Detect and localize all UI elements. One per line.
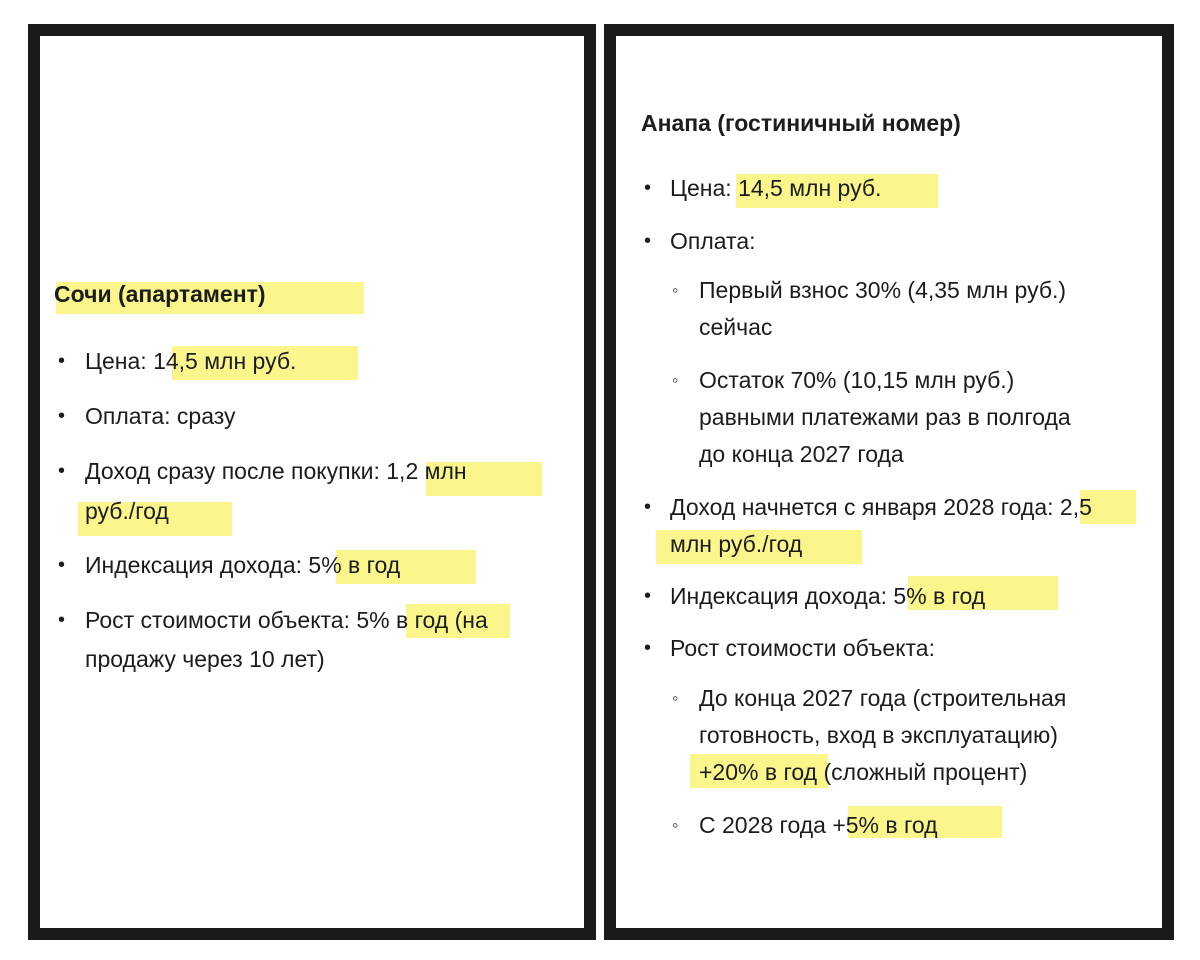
bullet-dot: • xyxy=(58,460,66,482)
list-item-payment: Оплата: сразу xyxy=(85,403,236,429)
list-item-income: Доход начнется с января 2028 года: 2,5 xyxy=(670,494,1092,520)
anapa-card xyxy=(604,24,1174,940)
sochi-card xyxy=(28,24,596,940)
sub-bullet-circle: ◦ xyxy=(672,370,679,390)
bullet-dot: • xyxy=(644,230,652,252)
list-subitem-until-2027-cont: +20% в год (сложный процент) xyxy=(699,759,1028,785)
list-subitem-until-2027-cont: готовность, вход в эксплуатацию) xyxy=(699,722,1058,748)
list-item-price: Цена: 14,5 млн руб. xyxy=(85,348,297,374)
list-item-indexation: Индексация дохода: 5% в год xyxy=(670,583,986,609)
section-title: Сочи (апартамент) xyxy=(54,281,266,307)
list-subitem-remainder-cont: равными платежами раз в полгода xyxy=(699,404,1071,430)
bullet-dot: • xyxy=(58,554,66,576)
list-item-income: Доход сразу после покупки: 1,2 млн xyxy=(85,458,467,484)
list-subitem-downpayment-cont: сейчас xyxy=(699,314,773,340)
section-title: Анапа (гостиничный номер) xyxy=(641,110,961,136)
list-subitem-remainder: Остаток 70% (10,15 млн руб.) xyxy=(699,367,1015,393)
list-subitem-until-2027: До конца 2027 года (строительная xyxy=(699,685,1067,711)
list-subitem-downpayment: Первый взнос 30% (4,35 млн руб.) xyxy=(699,277,1067,303)
list-item-growth: Рост стоимости объекта: 5% в год (на xyxy=(85,607,488,633)
sub-bullet-circle: ◦ xyxy=(672,280,679,300)
bullet-dot: • xyxy=(644,637,652,659)
list-item-income-cont: руб./год xyxy=(85,498,169,524)
bullet-dot: • xyxy=(58,405,66,427)
list-subitem-remainder-cont: до конца 2027 года xyxy=(699,441,904,467)
list-item-price: Цена: 14,5 млн руб. xyxy=(670,175,882,201)
sub-bullet-circle: ◦ xyxy=(672,815,679,835)
bullet-dot: • xyxy=(644,177,652,199)
list-item-payment: Оплата: xyxy=(670,228,756,254)
list-item-income-cont: млн руб./год xyxy=(670,531,803,557)
list-item-growth-cont: продажу через 10 лет) xyxy=(85,646,325,672)
sub-bullet-circle: ◦ xyxy=(672,688,679,708)
bullet-dot: • xyxy=(644,496,652,518)
list-subitem-from-2028: С 2028 года +5% в год xyxy=(699,812,938,838)
bullet-dot: • xyxy=(58,609,66,631)
list-item-growth: Рост стоимости объекта: xyxy=(670,635,935,661)
list-item-indexation: Индексация дохода: 5% в год xyxy=(85,552,401,578)
bullet-dot: • xyxy=(644,585,652,607)
bullet-dot: • xyxy=(58,350,66,372)
